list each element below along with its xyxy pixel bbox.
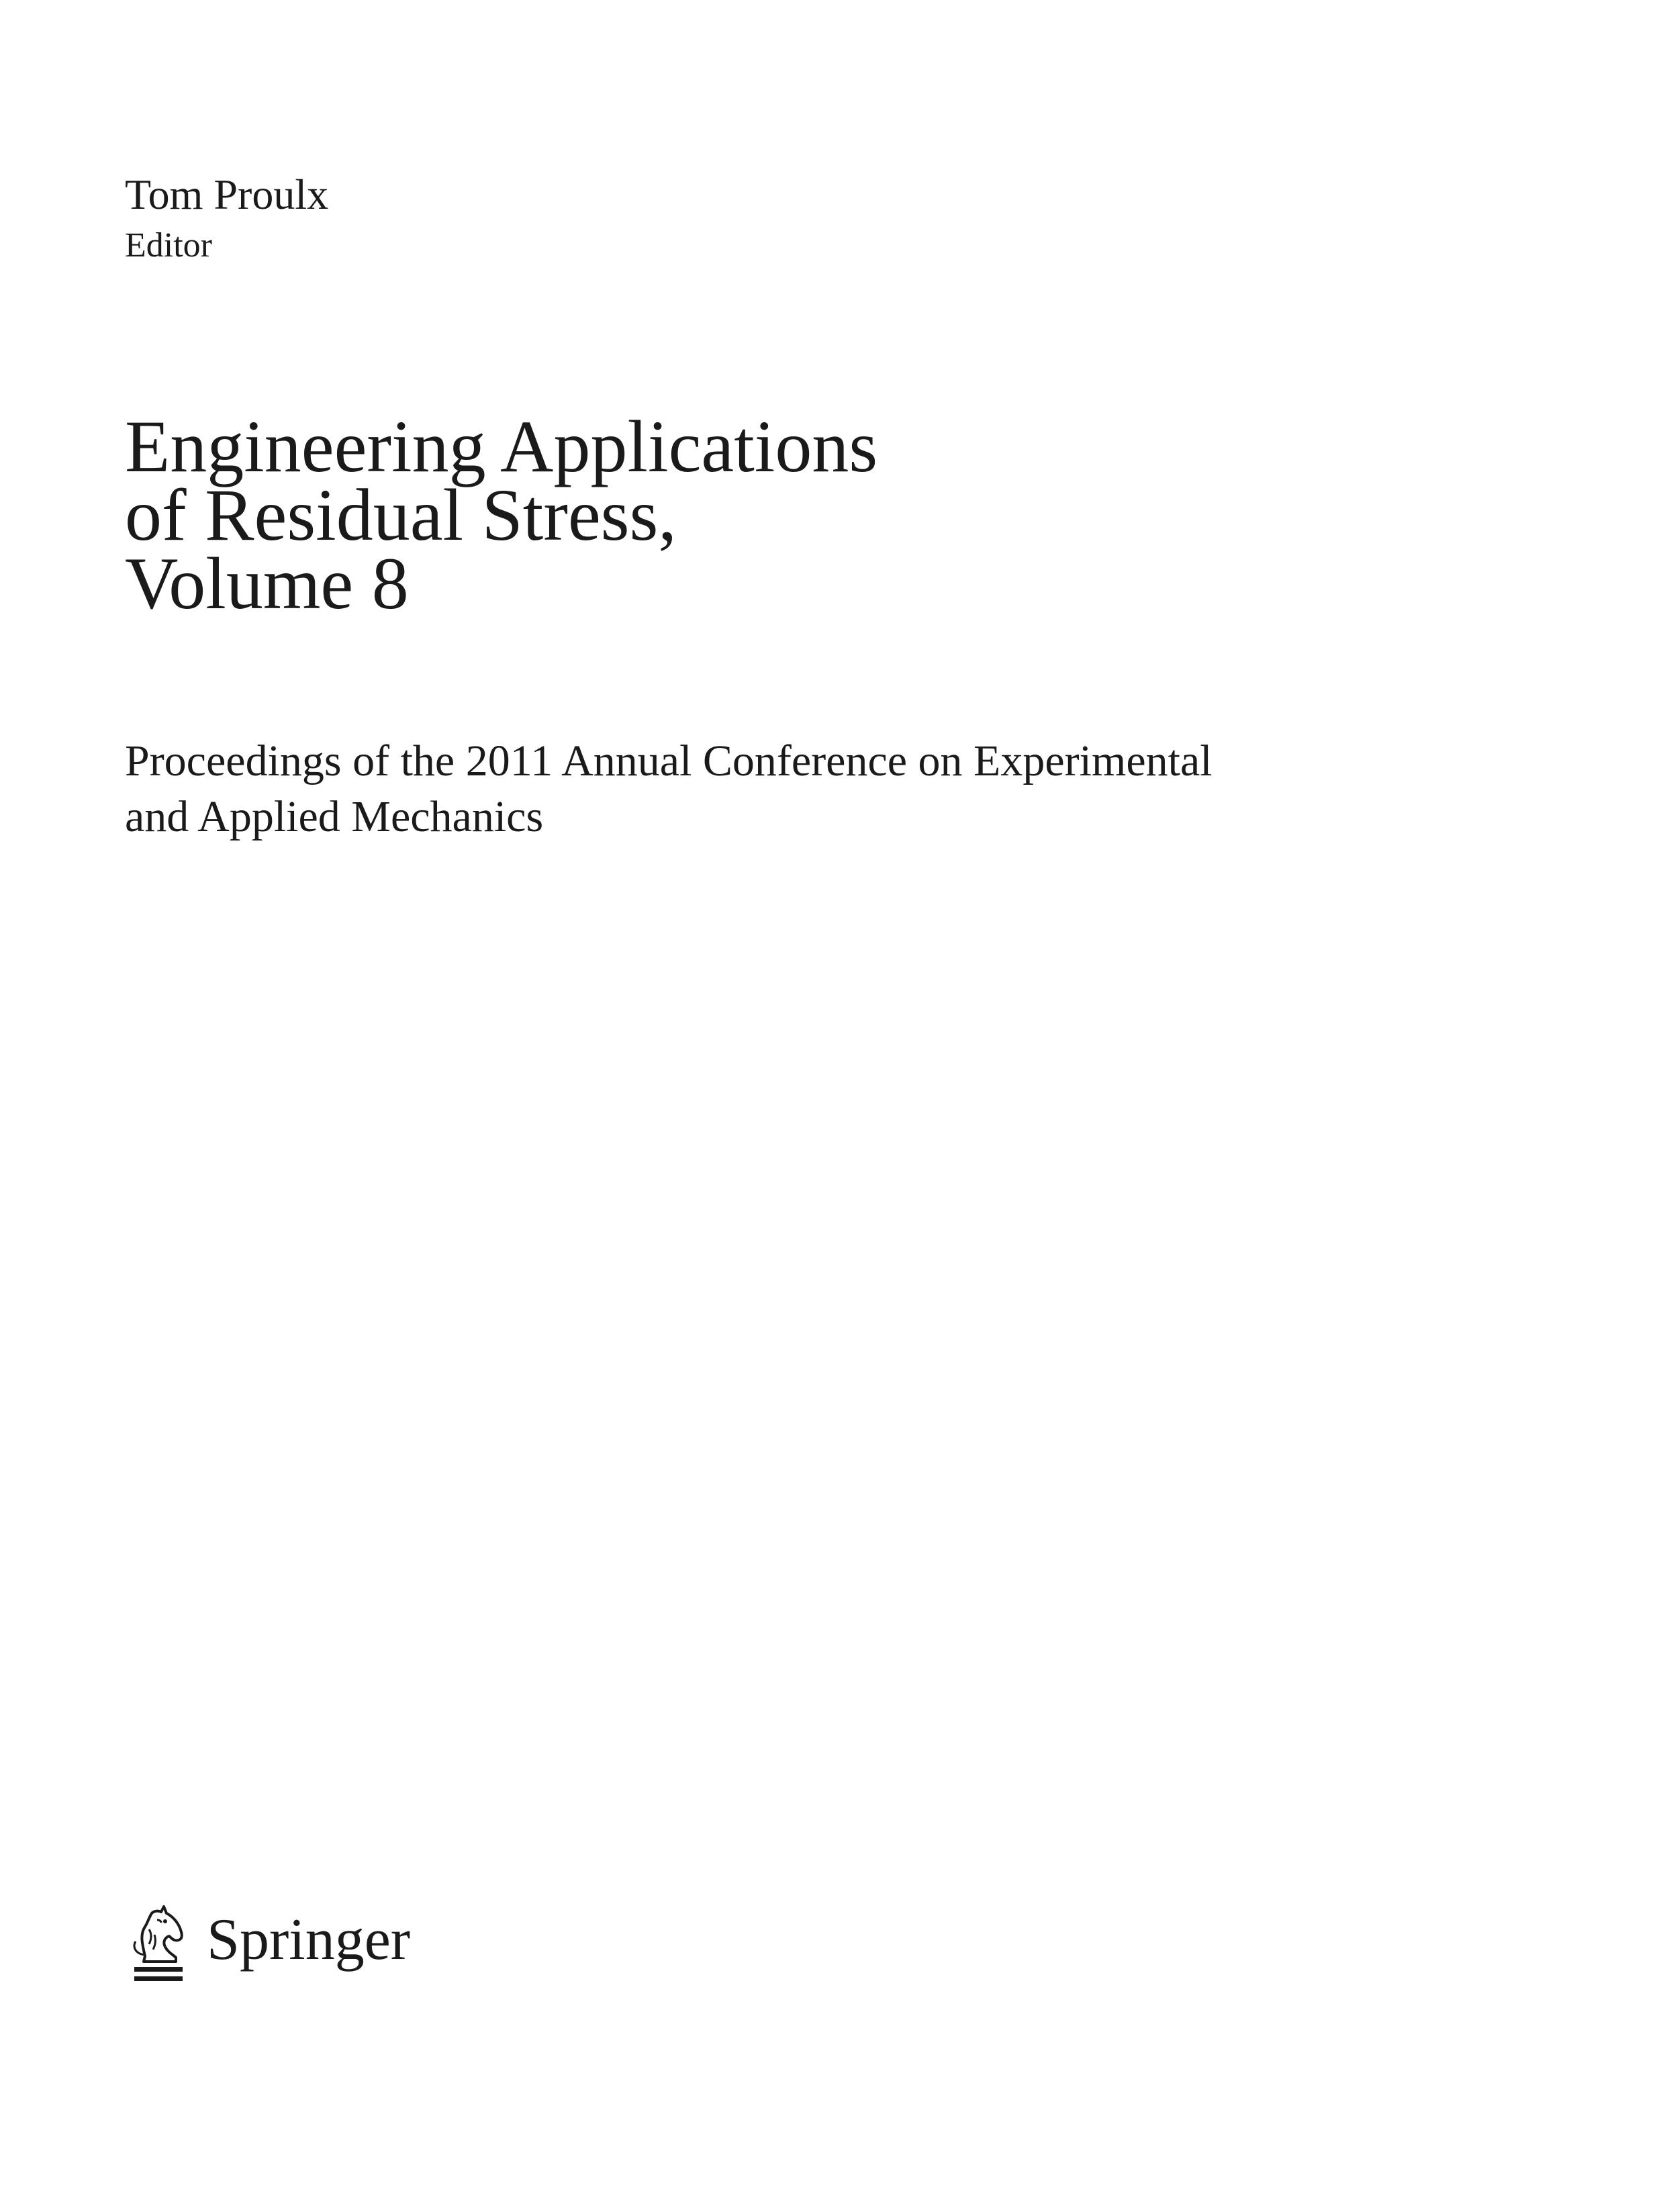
- book-subtitle-line: and Applied Mechanics: [125, 792, 544, 841]
- springer-horse-icon: [125, 1897, 192, 1991]
- book-title-line: Volume 8: [125, 542, 409, 624]
- publisher-imprint: [125, 1897, 410, 1991]
- publisher-name: Springer: [207, 1907, 411, 1972]
- editor-name: Tom Proulx: [125, 171, 329, 218]
- book-subtitle: [125, 733, 1212, 845]
- book-subtitle-line: Proceedings of the 2011 Annual Conference on Experimental: [125, 736, 1212, 785]
- book-title: [125, 405, 878, 624]
- book-title-line: Engineering Applications: [125, 405, 878, 487]
- editor-role: Editor: [125, 226, 212, 265]
- book-title-line: of Residual Stress,: [125, 474, 677, 556]
